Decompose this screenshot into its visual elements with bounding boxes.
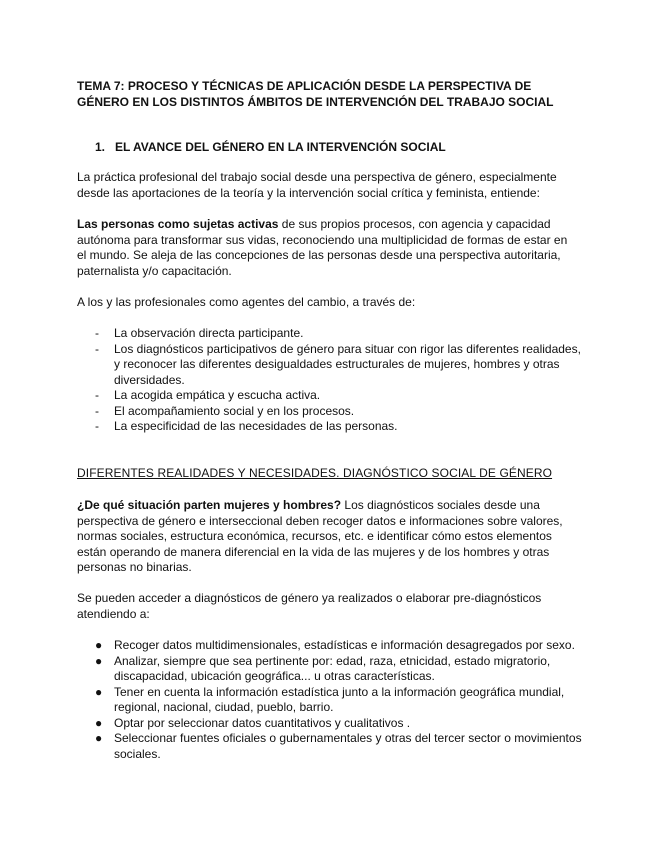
persons-bold-lead: Las personas como sujetas activas [77,217,279,231]
bullet-marker: ● [95,731,103,745]
list-item-text: La observación directa participante. [114,326,304,340]
list-item-text: Seleccionar fuentes oficiales o gubernamentales y otras del tercer sector o movimientos sociales. [114,731,582,761]
bullet-marker: ● [95,715,103,730]
criteria-list [77,638,587,762]
dash-marker: - [95,419,99,433]
list-item-text: Los diagnósticos participativos de género para situar con rigor las diferentes realidades, y reconocer las diferentes desigualdades estructurales de mujeres, hombres y otras diversidades. [114,341,581,387]
list-item [77,716,587,732]
question-paragraph [77,498,579,576]
dash-marker: - [95,341,99,356]
question-text: Los diagnósticos sociales desde una perspectiva de género e interseccional deben recoger datos e informaciones sobre valores, normas sociales, estructura económica, recursos, etc. e identificar cómo estos elementos están operando de manera diferencial en la vida de las mujeres y de los hombres y otras personas no binarias. [77,498,563,574]
dash-marker: - [95,326,99,340]
access-paragraph: Se pueden acceder a diagnósticos de género ya realizados o elaborar pre-diagnósticos atendiendo a: [77,591,542,621]
bullet-marker: ● [95,638,103,652]
intro-paragraph: La práctica profesional del trabajo social desde una perspectiva de género, especialmente desde las aportaciones de la teoría y la intervención social crítica y feminista, entiende: [77,170,557,200]
list-item [77,685,587,716]
dash-marker: - [95,388,99,402]
list-item-text: La especificidad de las necesidades de las personas. [114,419,398,433]
list-item-text: La acogida empática y escucha activa. [114,388,321,402]
list-item [77,326,587,342]
list-item [77,388,587,404]
list-item [77,342,587,389]
section-number: 1. [95,140,106,154]
section-heading [95,140,446,155]
subsection-heading: DIFERENTES REALIDADES Y NECESIDADES. DIAGNÓSTICO SOCIAL DE GÉNERO [77,466,553,480]
document-title: TEMA 7: PROCESO Y TÉCNICAS DE APLICACIÓN DESDE LA PERSPECTIVA DE GÉNERO EN LOS DISTINTOS ÁMBITOS DE INTERVENCIÓN DEL TRABAJO SOCIAL [77,79,554,109]
list-item-text: El acompañamiento social y en los procesos. [114,403,355,418]
question-bold-lead: ¿De qué situación parten mujeres y hombres? [77,498,342,512]
dash-marker: - [95,403,99,418]
list-item [77,404,587,420]
list-item [77,419,587,435]
bullet-marker: ● [95,653,103,668]
section-title: EL AVANCE DEL GÉNERO EN LA INTERVENCIÓN SOCIAL [115,140,446,154]
bullet-marker: ● [95,684,103,699]
professionals-paragraph: A los y las profesionales como agentes del cambio, a través de: [77,295,416,309]
list-item-text: Recoger datos multidimensionales, estadísticas e información desagregados por sexo. [114,638,575,652]
list-item [77,638,587,654]
list-item [77,654,587,685]
persons-text: de sus propios procesos, con agencia y capacidad autónoma para transformar sus vidas, reconociendo una multiplicidad de formas de estar en el mundo. Se aleja de las concepciones de las personas desde una perspectiva autoritaria, paternalista y/o capacitación. [77,217,568,278]
list-item [77,731,587,762]
professionals-list [77,326,587,435]
list-item-text: Optar por seleccionar datos cuantitativos y cualitativos . [114,715,411,730]
list-item-text: Tener en cuenta la información estadística junto a la información geográfica mundial, regional, nacional, ciudad, pueblo, barrio. [114,684,565,714]
persons-paragraph [77,217,577,279]
list-item-text: Analizar, siempre que sea pertinente por: edad, raza, etnicidad, estado migratorio, discapacidad, ubicación geográfica... u otras características. [114,653,551,683]
